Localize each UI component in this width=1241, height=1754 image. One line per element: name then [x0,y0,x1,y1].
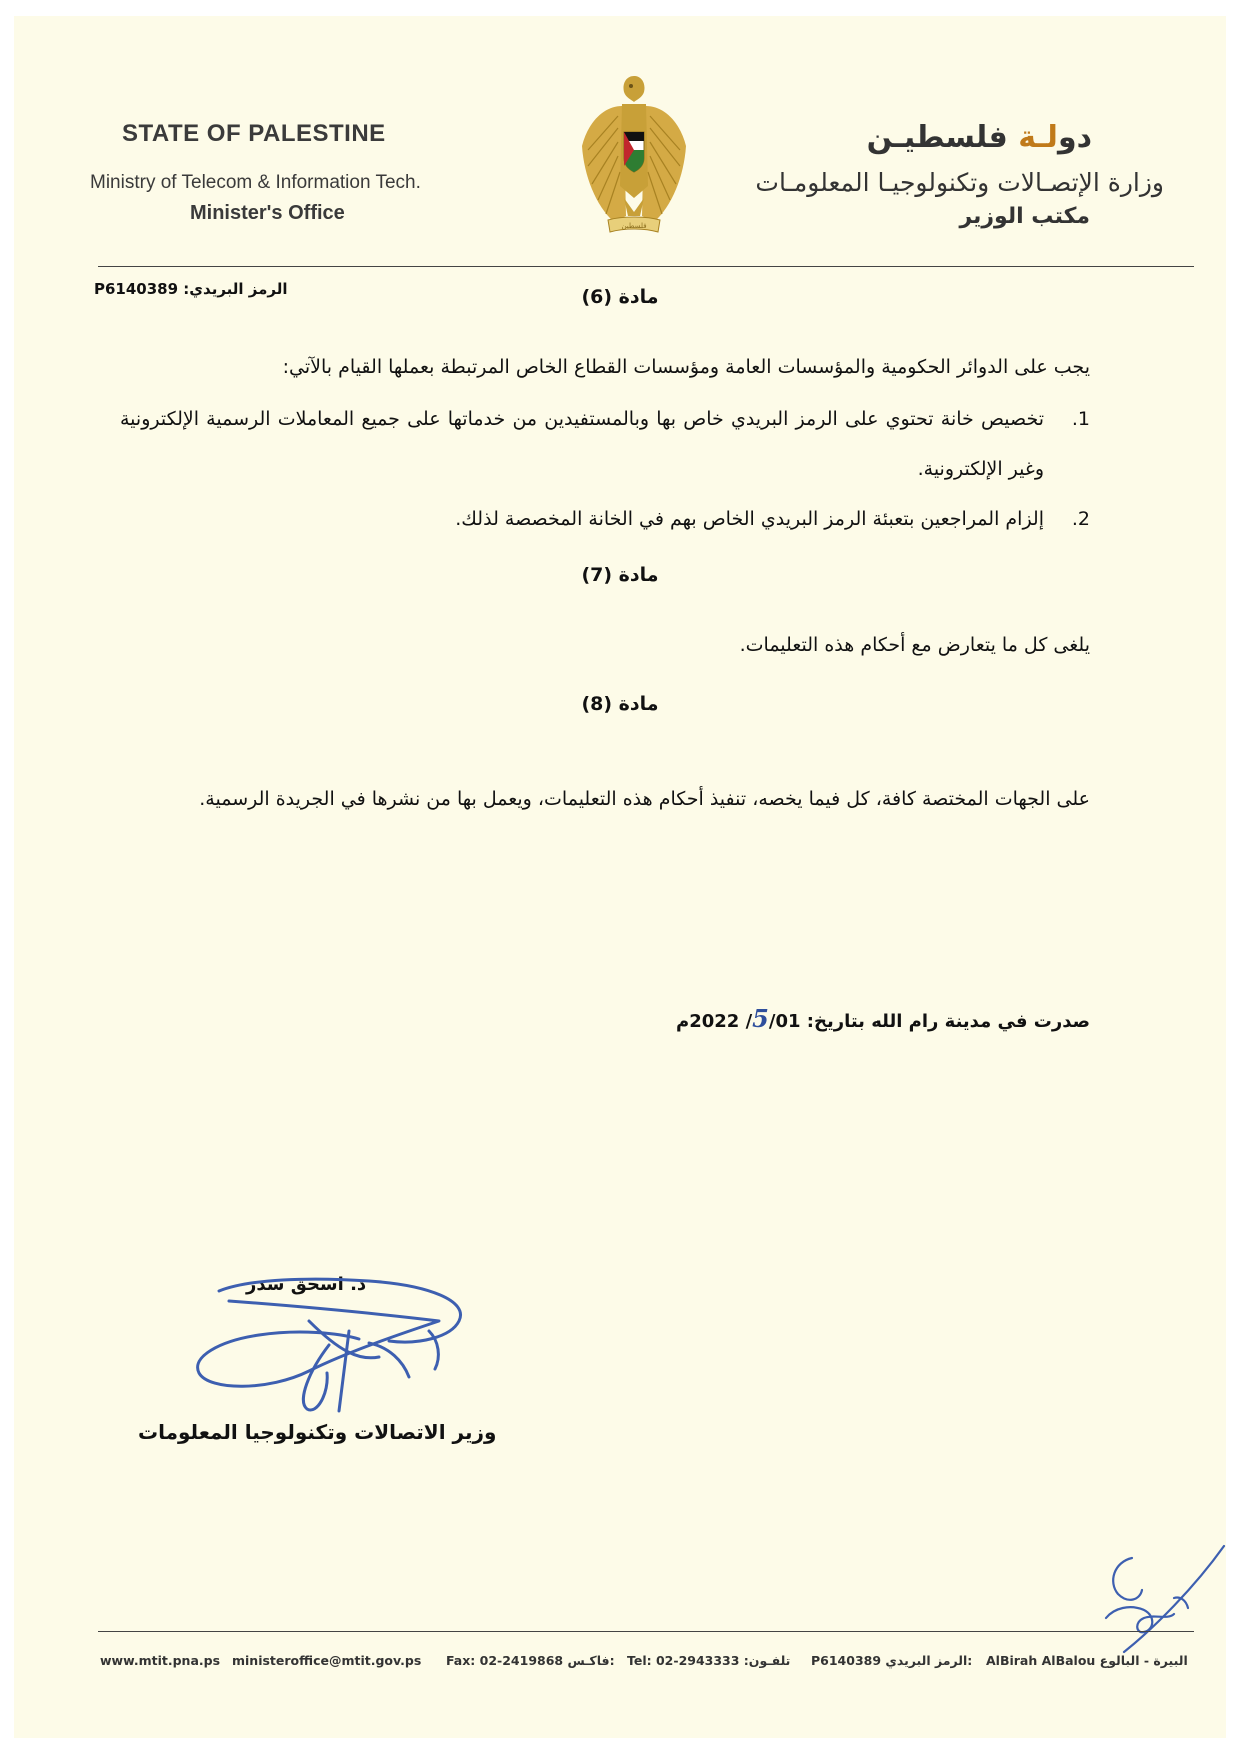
emblem-ribbon-text: فلسطين [621,222,647,230]
article-6-intro: يجب على الدوائر الحكومية والمؤسسات العامة ومؤسسات القطاع الخاص المرتبطة بعملها القيام بالآتي: [282,356,1090,378]
list-item-text: تخصيص خانة تحتوي على الرمز البريدي خاص بها وبالمستفيدين من خدماتها على جميع المعاملات الرسمية الإلكترونية وغير الإلكترونية. [120,408,1044,480]
header-state-ar: دولـة فلسطيـن [866,120,1092,155]
issue-day-handwritten: 5 [752,1004,769,1033]
palestine-eagle-emblem-icon [574,66,694,246]
list-item [120,494,1090,544]
list-item [120,394,1090,494]
initials-icon [1084,1538,1234,1658]
signatory-title: وزير الاتصالات وتكنولوجيا المعلومات [138,1420,497,1444]
signature-icon [189,1261,529,1426]
list-item-text: إلزام المراجعين بتعبئة الرمز البريدي الخاص بهم في الخانة المخصصة لذلك. [455,508,1044,530]
document-page [14,16,1226,1738]
footer-website-link[interactable]: www.mtit.pna.ps [100,1653,221,1668]
article-6-title: مادة (6) [581,286,659,308]
footer-divider [98,1631,1194,1632]
signatory-name: د. اسحق سدر [246,1274,367,1295]
header-state-en: STATE OF PALESTINE [122,120,386,147]
article-7-text: يلغى كل ما يتعارض مع أحكام هذه التعليمات. [739,634,1090,656]
article-7-title: مادة (7) [581,564,659,586]
article-8-text: على الجهات المختصة كافة، كل فيما يخصه، تنفيذ أحكام هذه التعليمات، ويعمل بها من نشرها في الجريدة الرسمية. [199,788,1090,810]
list-item-number: 2. [1071,508,1090,530]
footer-fax: Fax: 02-2419868 فاكـس: [446,1653,615,1668]
footer-postal: P6140389 الرمز البريدي: [811,1653,973,1668]
postal-code-line: الرمز البريدي: P6140389 [94,280,288,298]
header-office-ar: مكتب الوزير [959,204,1090,229]
footer-tel: Tel: 02-2943333 :تلفـون [627,1653,791,1668]
issue-date-line: صدرت في مدينة رام الله بتاريخ: 5/01/ 2022م [676,1004,1090,1033]
header-divider [98,266,1194,267]
header-ministry-ar: وزارة الإتصـالات وتكنولوجيـا المعلومـات [755,168,1164,197]
header-office-en: Minister's Office [190,202,345,224]
footer-address: AlBirah AlBalou البيرة - البالوع [986,1653,1188,1668]
list-item-number: 1. [1071,408,1090,430]
footer-email-link[interactable]: ministeroffice@mtit.gov.ps [232,1653,422,1668]
header-ministry-en: Ministry of Telecom & Information Tech. [90,172,421,193]
article-8-title: مادة (8) [581,693,659,715]
